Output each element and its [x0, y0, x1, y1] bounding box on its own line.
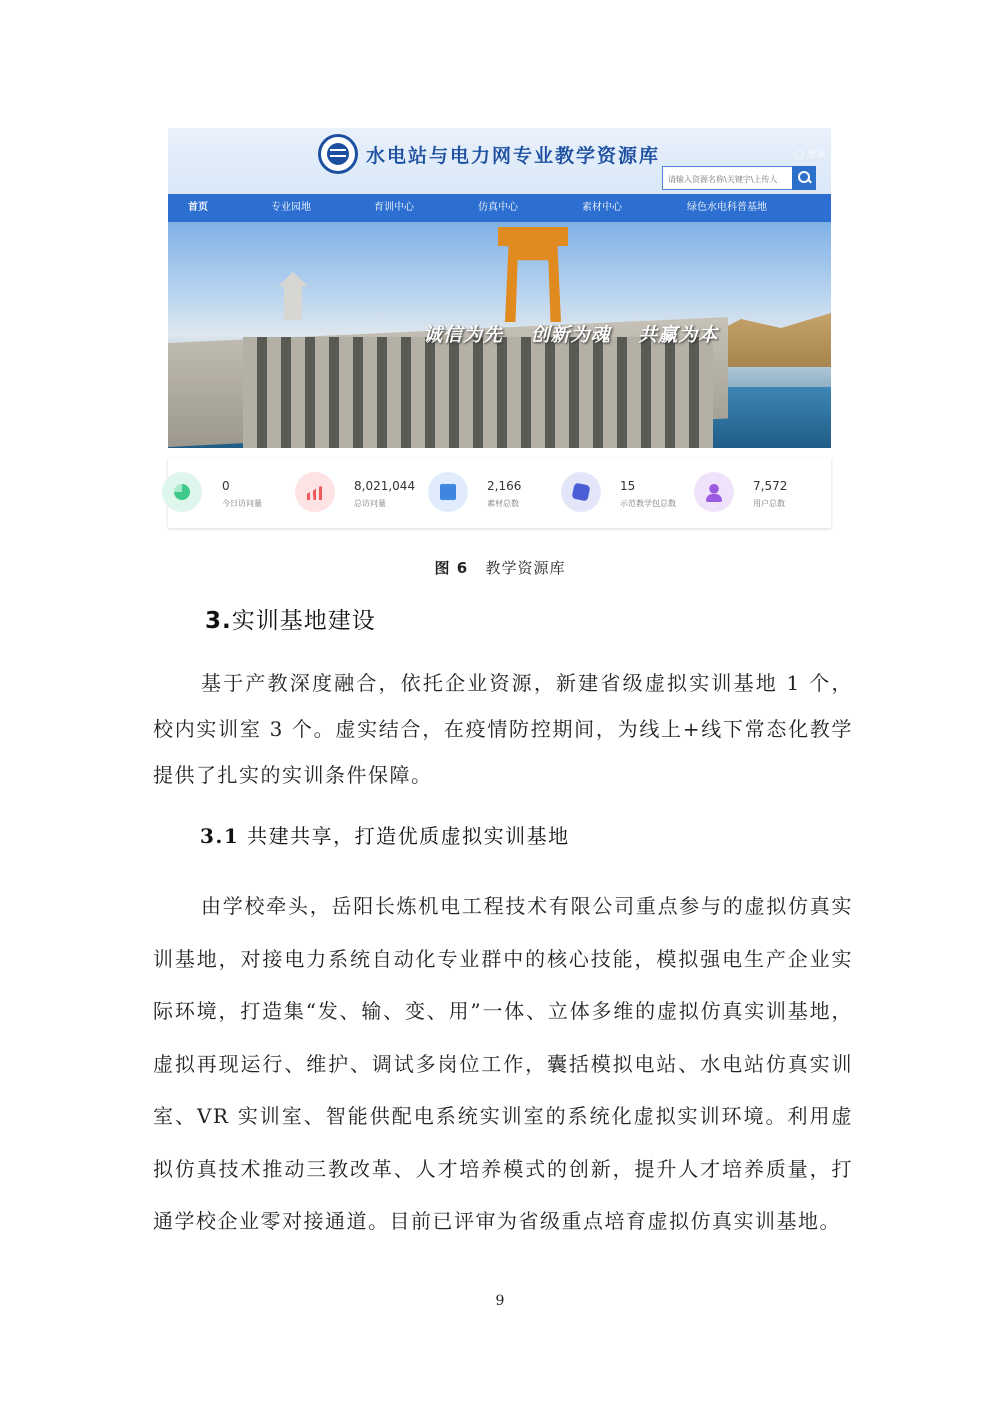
stat-material-count — [428, 458, 558, 528]
stat-label: 示范教学包总数 — [620, 499, 676, 508]
stat-teaching-package-count — [561, 458, 701, 528]
nav-item-home[interactable]: 首页 — [188, 202, 208, 213]
stat-today-visits — [162, 458, 292, 528]
bar-chart-icon — [295, 472, 335, 512]
subsection-heading — [200, 820, 570, 849]
body-paragraph: 基于产教深度融合，依托企业资源，新建省级虚拟实训基地 1 个，校内实训室 3 个。虚实结合，在疫情防控期间，为线上+线下常态化教学提供了扎实的实训条件保障。 — [153, 671, 853, 787]
login-label: 登录 — [806, 150, 825, 160]
section-number: 3. — [205, 608, 232, 634]
stat-label: 素材总数 — [487, 499, 519, 508]
search-input[interactable] — [663, 170, 791, 190]
stat-label: 今日访问量 — [222, 499, 262, 508]
figure-number: 图 6 — [434, 559, 469, 577]
gantry-crane — [498, 227, 568, 322]
search-button[interactable] — [792, 166, 816, 190]
stat-value: 8,021,044 — [354, 479, 416, 493]
stat-value: 2,166 — [487, 479, 522, 493]
subsection-number: 3.1 — [200, 824, 240, 848]
stat-value: 0 — [222, 479, 230, 493]
figure-caption — [0, 557, 1000, 578]
subsection-title: 共建共享，打造优质虚拟实训基地 — [247, 824, 570, 848]
stat-total-visits — [295, 458, 425, 528]
page-number: 9 — [495, 1293, 505, 1309]
site-statistics — [168, 458, 831, 528]
body-paragraph: 由学校牵头，岳阳长炼机电工程技术有限公司重点参与的虚拟仿真实训基地，对接电力系统自动化专业群中的核心技能，模拟强电生产企业实际环境，打造集“发、输、变、用”一体、立体多维的虚拟仿真实训基地，虚拟再现运行、维护、调试多岗位工作，囊括模拟电站、水电站仿真实训室、VR 实训室、智能供配电系统实训室的系统化虚拟实训环境。利用虚拟仿真技术推动三教改革、人才培养模式的创新，提升人才培养质量，打通学校企业零对接通道。目前已评审为省级重点培育虚拟仿真实训基地。 — [153, 894, 853, 1233]
nav-item-training-center[interactable]: 育训中心 — [374, 202, 414, 213]
school-logo-icon — [318, 134, 358, 174]
main-nav — [168, 194, 831, 222]
site-header — [168, 128, 831, 194]
stat-user-count — [694, 458, 831, 528]
user-icon — [694, 472, 734, 512]
stat-value: 15 — [620, 479, 636, 493]
stat-label: 用户总数 — [753, 499, 785, 508]
login-link[interactable] — [794, 147, 825, 160]
search-box — [662, 166, 812, 190]
site-title: 水电站与电力网专业教学资源库 — [366, 145, 661, 167]
hydropower-dam-banner — [168, 222, 831, 448]
banner-slogan: 诚信为先 创新为魂 共赢为本 — [423, 324, 719, 346]
section-heading — [205, 602, 376, 635]
pie-chart-icon — [162, 472, 202, 512]
user-icon: ◯ — [794, 150, 805, 160]
stat-label: 总访问量 — [354, 499, 386, 508]
resource-library-screenshot — [168, 128, 831, 533]
section-title: 实训基地建设 — [231, 608, 376, 634]
nav-item-green-hydropower-base[interactable]: 绿色水电科普基地 — [687, 202, 767, 213]
stat-value: 7,572 — [753, 479, 788, 493]
package-icon — [561, 472, 601, 512]
figure-caption-text: 教学资源库 — [485, 559, 566, 577]
nav-item-specialty-garden[interactable]: 专业园地 — [271, 202, 311, 213]
document-icon — [428, 472, 468, 512]
nav-item-material-center[interactable]: 素材中心 — [582, 202, 622, 213]
nav-item-simulation-center[interactable]: 仿真中心 — [478, 202, 518, 213]
